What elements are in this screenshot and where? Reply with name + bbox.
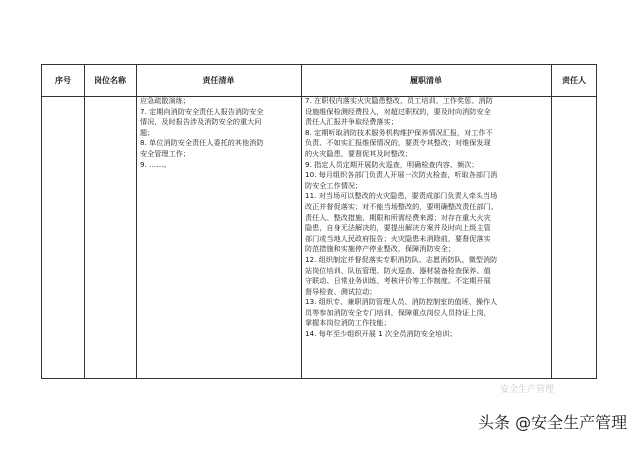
perform-line: 防范措施和实施停产停业整改，保障消防安全； [305,244,456,254]
duty-list-cell [140,96,298,170]
perform-line: 责任人、整改措施、期限和所需经费来源；对存在重大火灾 [305,212,491,222]
perform-line: 负责、不如实汇报维保情况的，要责令其整改；对维保发现 [305,138,491,148]
perform-line: 13. 组织专、兼职消防管理人员、消防控制室的值班、操作人 [305,297,498,307]
duty-table [41,64,597,379]
duty-line: 题； [140,127,155,137]
brand-watermark: 头条 @安全生产管理 [478,413,628,432]
perform-line: 9. 指定人员定期开展防火巡查，明确检查内容、频次； [305,159,479,169]
perform-line: 11. 对当场可以整改的火灾隐患，要责成部门负责人牵头当场 [305,191,498,201]
perform-line: 14. 每年至少组织开展 1 次全员消防安全培训； [305,329,457,339]
duty-line: 8. 单位消防安全责任人委托的其他消防 [140,138,264,148]
column-divider [551,65,552,378]
perform-line: 隐患，自身无法解决的，要提出解决方案并及时向上级主管 [305,223,491,233]
header-seq: 序号 [55,75,71,85]
duty-line: 安全管理工作； [140,148,191,158]
duty-line: 情况，及时报告涉及消防安全的重大问 [140,117,262,127]
perform-line: 防安全工作情况； [305,180,363,190]
header-person: 责任人 [562,75,586,85]
perform-line: 守联动、日常业务训练、考核评价等工作制度。不定期开展 [305,276,491,286]
perform-line: 督导检查、测试拉动； [305,286,377,296]
perform-line: 责任人汇报并争取经费落实； [305,117,398,127]
perform-line: 7. 在职权内落实火灾隐患整改、员工培训、工作奖惩、消防 [305,96,493,105]
perform-line: 设施维保检测经费投入，对超过职权的，要及时向消防安全 [305,106,491,116]
perform-line: 8. 定期听取消防技术服务机构维护保养情况汇报，对工作不 [305,127,493,137]
duty-line: 应急疏散演练； [140,96,191,105]
column-divider [301,65,302,378]
perform-line: 掌握本岗位消防工作技能； [305,318,391,328]
perform-line: 站岗位培训、队伍管理、防火巡查、器材装备检查保养、值 [305,265,491,275]
perform-line: 改正并督促落实；对不能当场整改的，要明确整改责任部门、 [305,201,498,211]
header-perform-list: 履职清单 [410,75,442,85]
column-divider [84,65,85,378]
column-divider [136,65,137,378]
faint-watermark: 安全生产管理 [500,385,555,395]
header-duty-list: 责任清单 [202,75,235,85]
perform-line: 的火灾隐患，要督促其及时整改； [305,148,413,158]
perform-line: 部门或当地人民政府报告；火灾隐患未消除前，要督促落实 [305,233,491,243]
header-position: 岗位名称 [94,75,126,85]
perform-list-cell [305,96,549,340]
perform-line: 员等参加消防安全专门培训，保障重点岗位人员持证上岗， [305,307,491,317]
duty-line: 9. ……。 [140,159,171,169]
perform-line: 10. 每月组织各部门负责人开展一次防火检查，听取各部门消 [305,170,498,180]
duty-line: 7. 定期向消防安全责任人报告消防安全 [140,106,264,116]
perform-line: 12. 组织制定并督促落实专职消防队、志愿消防队、微型消防 [305,254,498,264]
